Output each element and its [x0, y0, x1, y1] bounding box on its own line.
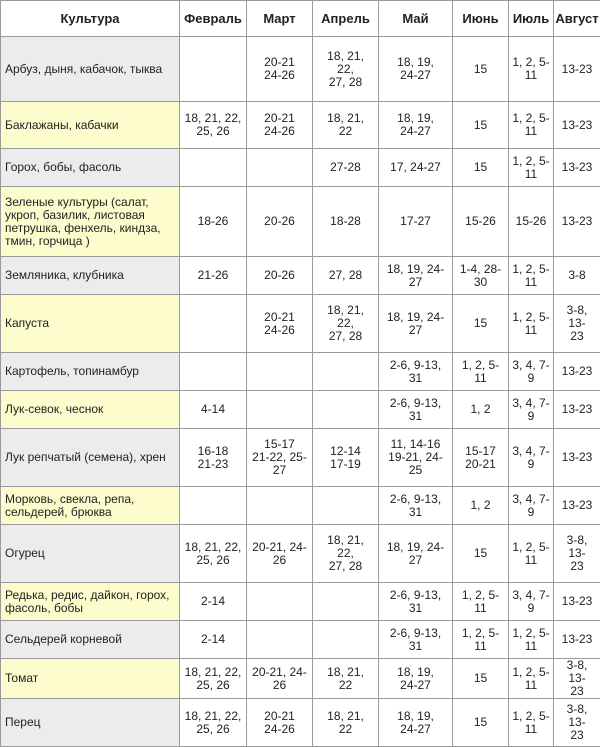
jun-cell: 1, 2, 5- 11 [453, 583, 509, 621]
crop-cell: Томат [1, 659, 180, 699]
jul-cell: 1, 2, 5- 11 [509, 102, 554, 149]
mar-cell: 20-21 24-26 [247, 102, 313, 149]
apr-cell: 27-28 [313, 149, 379, 187]
aug-cell: 13-23 [554, 187, 600, 257]
header-row [1, 1, 600, 37]
feb-cell: 16-18 21-23 [180, 429, 247, 487]
mar-cell: 15-17 21-22, 25- 27 [247, 429, 313, 487]
table-row [1, 187, 600, 257]
jun-cell: 1, 2, 5- 11 [453, 353, 509, 391]
may-cell: 2-6, 9-13, 31 [379, 353, 453, 391]
feb-cell [180, 295, 247, 353]
table-row [1, 353, 600, 391]
may-cell: 2-6, 9-13, 31 [379, 487, 453, 525]
jun-cell: 1, 2 [453, 391, 509, 429]
mar-cell [247, 621, 313, 659]
header-may: Май [379, 1, 453, 37]
apr-cell: 12-14 17-19 [313, 429, 379, 487]
crop-cell: Морковь, свекла, репа, сельдерей, брюква [1, 487, 180, 525]
feb-cell: 18-26 [180, 187, 247, 257]
apr-cell: 18, 21, 22 [313, 699, 379, 747]
mar-cell [247, 353, 313, 391]
table-row [1, 429, 600, 487]
mar-cell: 20-21, 24- 26 [247, 525, 313, 583]
crop-cell: Баклажаны, кабачки [1, 102, 180, 149]
aug-cell: 13-23 [554, 37, 600, 102]
table-row [1, 37, 600, 102]
table-row [1, 149, 600, 187]
crop-cell: Лук-севок, чеснок [1, 391, 180, 429]
table-row [1, 699, 600, 747]
may-cell: 2-6, 9-13, 31 [379, 583, 453, 621]
jul-cell: 1, 2, 5- 11 [509, 621, 554, 659]
jul-cell: 1, 2, 5- 11 [509, 37, 554, 102]
crop-cell: Лук репчатый (семена), хрен [1, 429, 180, 487]
header-june: Июнь [453, 1, 509, 37]
feb-cell: 18, 21, 22, 25, 26 [180, 699, 247, 747]
feb-cell [180, 149, 247, 187]
may-cell: 2-6, 9-13, 31 [379, 621, 453, 659]
aug-cell: 3-8, 13- 23 [554, 699, 600, 747]
header-april: Апрель [313, 1, 379, 37]
mar-cell [247, 583, 313, 621]
jul-cell: 1, 2, 5- 11 [509, 257, 554, 295]
mar-cell [247, 149, 313, 187]
apr-cell: 18, 21, 22, 27, 28 [313, 525, 379, 583]
table-row [1, 659, 600, 699]
apr-cell [313, 621, 379, 659]
may-cell: 18, 19, 24- 27 [379, 295, 453, 353]
feb-cell: 18, 21, 22, 25, 26 [180, 659, 247, 699]
aug-cell: 13-23 [554, 391, 600, 429]
mar-cell [247, 487, 313, 525]
aug-cell: 3-8, 13- 23 [554, 525, 600, 583]
header-march: Март [247, 1, 313, 37]
may-cell: 18, 19, 24-27 [379, 102, 453, 149]
crop-cell: Огурец [1, 525, 180, 583]
may-cell: 18, 19, 24- 27 [379, 525, 453, 583]
jul-cell: 1, 2, 5- 11 [509, 659, 554, 699]
header-crop: Культура [1, 1, 180, 37]
jul-cell: 3, 4, 7- 9 [509, 353, 554, 391]
may-cell: 2-6, 9-13, 31 [379, 391, 453, 429]
header-february: Февраль [180, 1, 247, 37]
jun-cell: 1-4, 28- 30 [453, 257, 509, 295]
aug-cell: 3-8, 13- 23 [554, 659, 600, 699]
jul-cell: 1, 2, 5- 11 [509, 525, 554, 583]
crop-cell: Сельдерей корневой [1, 621, 180, 659]
jun-cell: 15 [453, 102, 509, 149]
may-cell: 18, 19, 24-27 [379, 699, 453, 747]
aug-cell: 13-23 [554, 102, 600, 149]
may-cell: 11, 14-16 19-21, 24- 25 [379, 429, 453, 487]
jul-cell: 1, 2, 5- 11 [509, 699, 554, 747]
jun-cell: 15 [453, 149, 509, 187]
crop-cell: Зеленые культуры (салат, укроп, базилик, листовая петрушка, фенхель, киндза, тмин, горчица ) [1, 187, 180, 257]
table-row [1, 102, 600, 149]
apr-cell [313, 487, 379, 525]
jul-cell: 1, 2, 5- 11 [509, 295, 554, 353]
table-row [1, 621, 600, 659]
mar-cell: 20-21 24-26 [247, 295, 313, 353]
apr-cell: 18-28 [313, 187, 379, 257]
jun-cell: 1, 2 [453, 487, 509, 525]
feb-cell: 21-26 [180, 257, 247, 295]
feb-cell [180, 37, 247, 102]
aug-cell: 13-23 [554, 621, 600, 659]
jun-cell: 15 [453, 295, 509, 353]
jun-cell: 15 [453, 37, 509, 102]
aug-cell: 3-8 [554, 257, 600, 295]
may-cell: 18, 19, 24- 27 [379, 257, 453, 295]
aug-cell: 13-23 [554, 583, 600, 621]
table-row [1, 257, 600, 295]
feb-cell: 18, 21, 22, 25, 26 [180, 102, 247, 149]
table-row [1, 525, 600, 583]
jun-cell: 15-17 20-21 [453, 429, 509, 487]
crop-cell: Картофель, топинамбур [1, 353, 180, 391]
crop-cell: Горох, бобы, фасоль [1, 149, 180, 187]
table-row [1, 583, 600, 621]
jul-cell: 1, 2, 5- 11 [509, 149, 554, 187]
mar-cell [247, 391, 313, 429]
jul-cell: 3, 4, 7- 9 [509, 487, 554, 525]
jun-cell: 15 [453, 525, 509, 583]
crop-cell: Перец [1, 699, 180, 747]
apr-cell [313, 391, 379, 429]
aug-cell: 13-23 [554, 353, 600, 391]
may-cell: 17-27 [379, 187, 453, 257]
feb-cell: 4-14 [180, 391, 247, 429]
jul-cell: 3, 4, 7- 9 [509, 391, 554, 429]
may-cell: 17, 24-27 [379, 149, 453, 187]
apr-cell: 18, 21, 22 [313, 659, 379, 699]
jun-cell: 15 [453, 699, 509, 747]
apr-cell [313, 353, 379, 391]
apr-cell: 18, 21, 22 [313, 102, 379, 149]
crop-cell: Капуста [1, 295, 180, 353]
mar-cell: 20-26 [247, 257, 313, 295]
crop-cell: Земляника, клубника [1, 257, 180, 295]
jun-cell: 15-26 [453, 187, 509, 257]
may-cell: 18, 19, 24-27 [379, 659, 453, 699]
apr-cell [313, 583, 379, 621]
header-july: Июль [509, 1, 554, 37]
jul-cell: 3, 4, 7- 9 [509, 583, 554, 621]
header-august: Август [554, 1, 600, 37]
table-row [1, 391, 600, 429]
mar-cell: 20-21 24-26 [247, 699, 313, 747]
aug-cell: 13-23 [554, 487, 600, 525]
feb-cell: 2-14 [180, 583, 247, 621]
aug-cell: 13-23 [554, 149, 600, 187]
jun-cell: 15 [453, 659, 509, 699]
feb-cell: 2-14 [180, 621, 247, 659]
jul-cell: 3, 4, 7- 9 [509, 429, 554, 487]
crop-cell: Арбуз, дыня, кабачок, тыква [1, 37, 180, 102]
feb-cell [180, 353, 247, 391]
table-row [1, 487, 600, 525]
apr-cell: 18, 21, 22, 27, 28 [313, 295, 379, 353]
may-cell: 18, 19, 24-27 [379, 37, 453, 102]
feb-cell [180, 487, 247, 525]
jul-cell: 15-26 [509, 187, 554, 257]
aug-cell: 13-23 [554, 429, 600, 487]
apr-cell: 27, 28 [313, 257, 379, 295]
table-row [1, 295, 600, 353]
jun-cell: 1, 2, 5- 11 [453, 621, 509, 659]
feb-cell: 18, 21, 22, 25, 26 [180, 525, 247, 583]
mar-cell: 20-21, 24- 26 [247, 659, 313, 699]
apr-cell: 18, 21, 22, 27, 28 [313, 37, 379, 102]
mar-cell: 20-21 24-26 [247, 37, 313, 102]
aug-cell: 3-8, 13- 23 [554, 295, 600, 353]
mar-cell: 20-26 [247, 187, 313, 257]
crop-cell: Редька, редис, дайкон, горох, фасоль, бобы [1, 583, 180, 621]
